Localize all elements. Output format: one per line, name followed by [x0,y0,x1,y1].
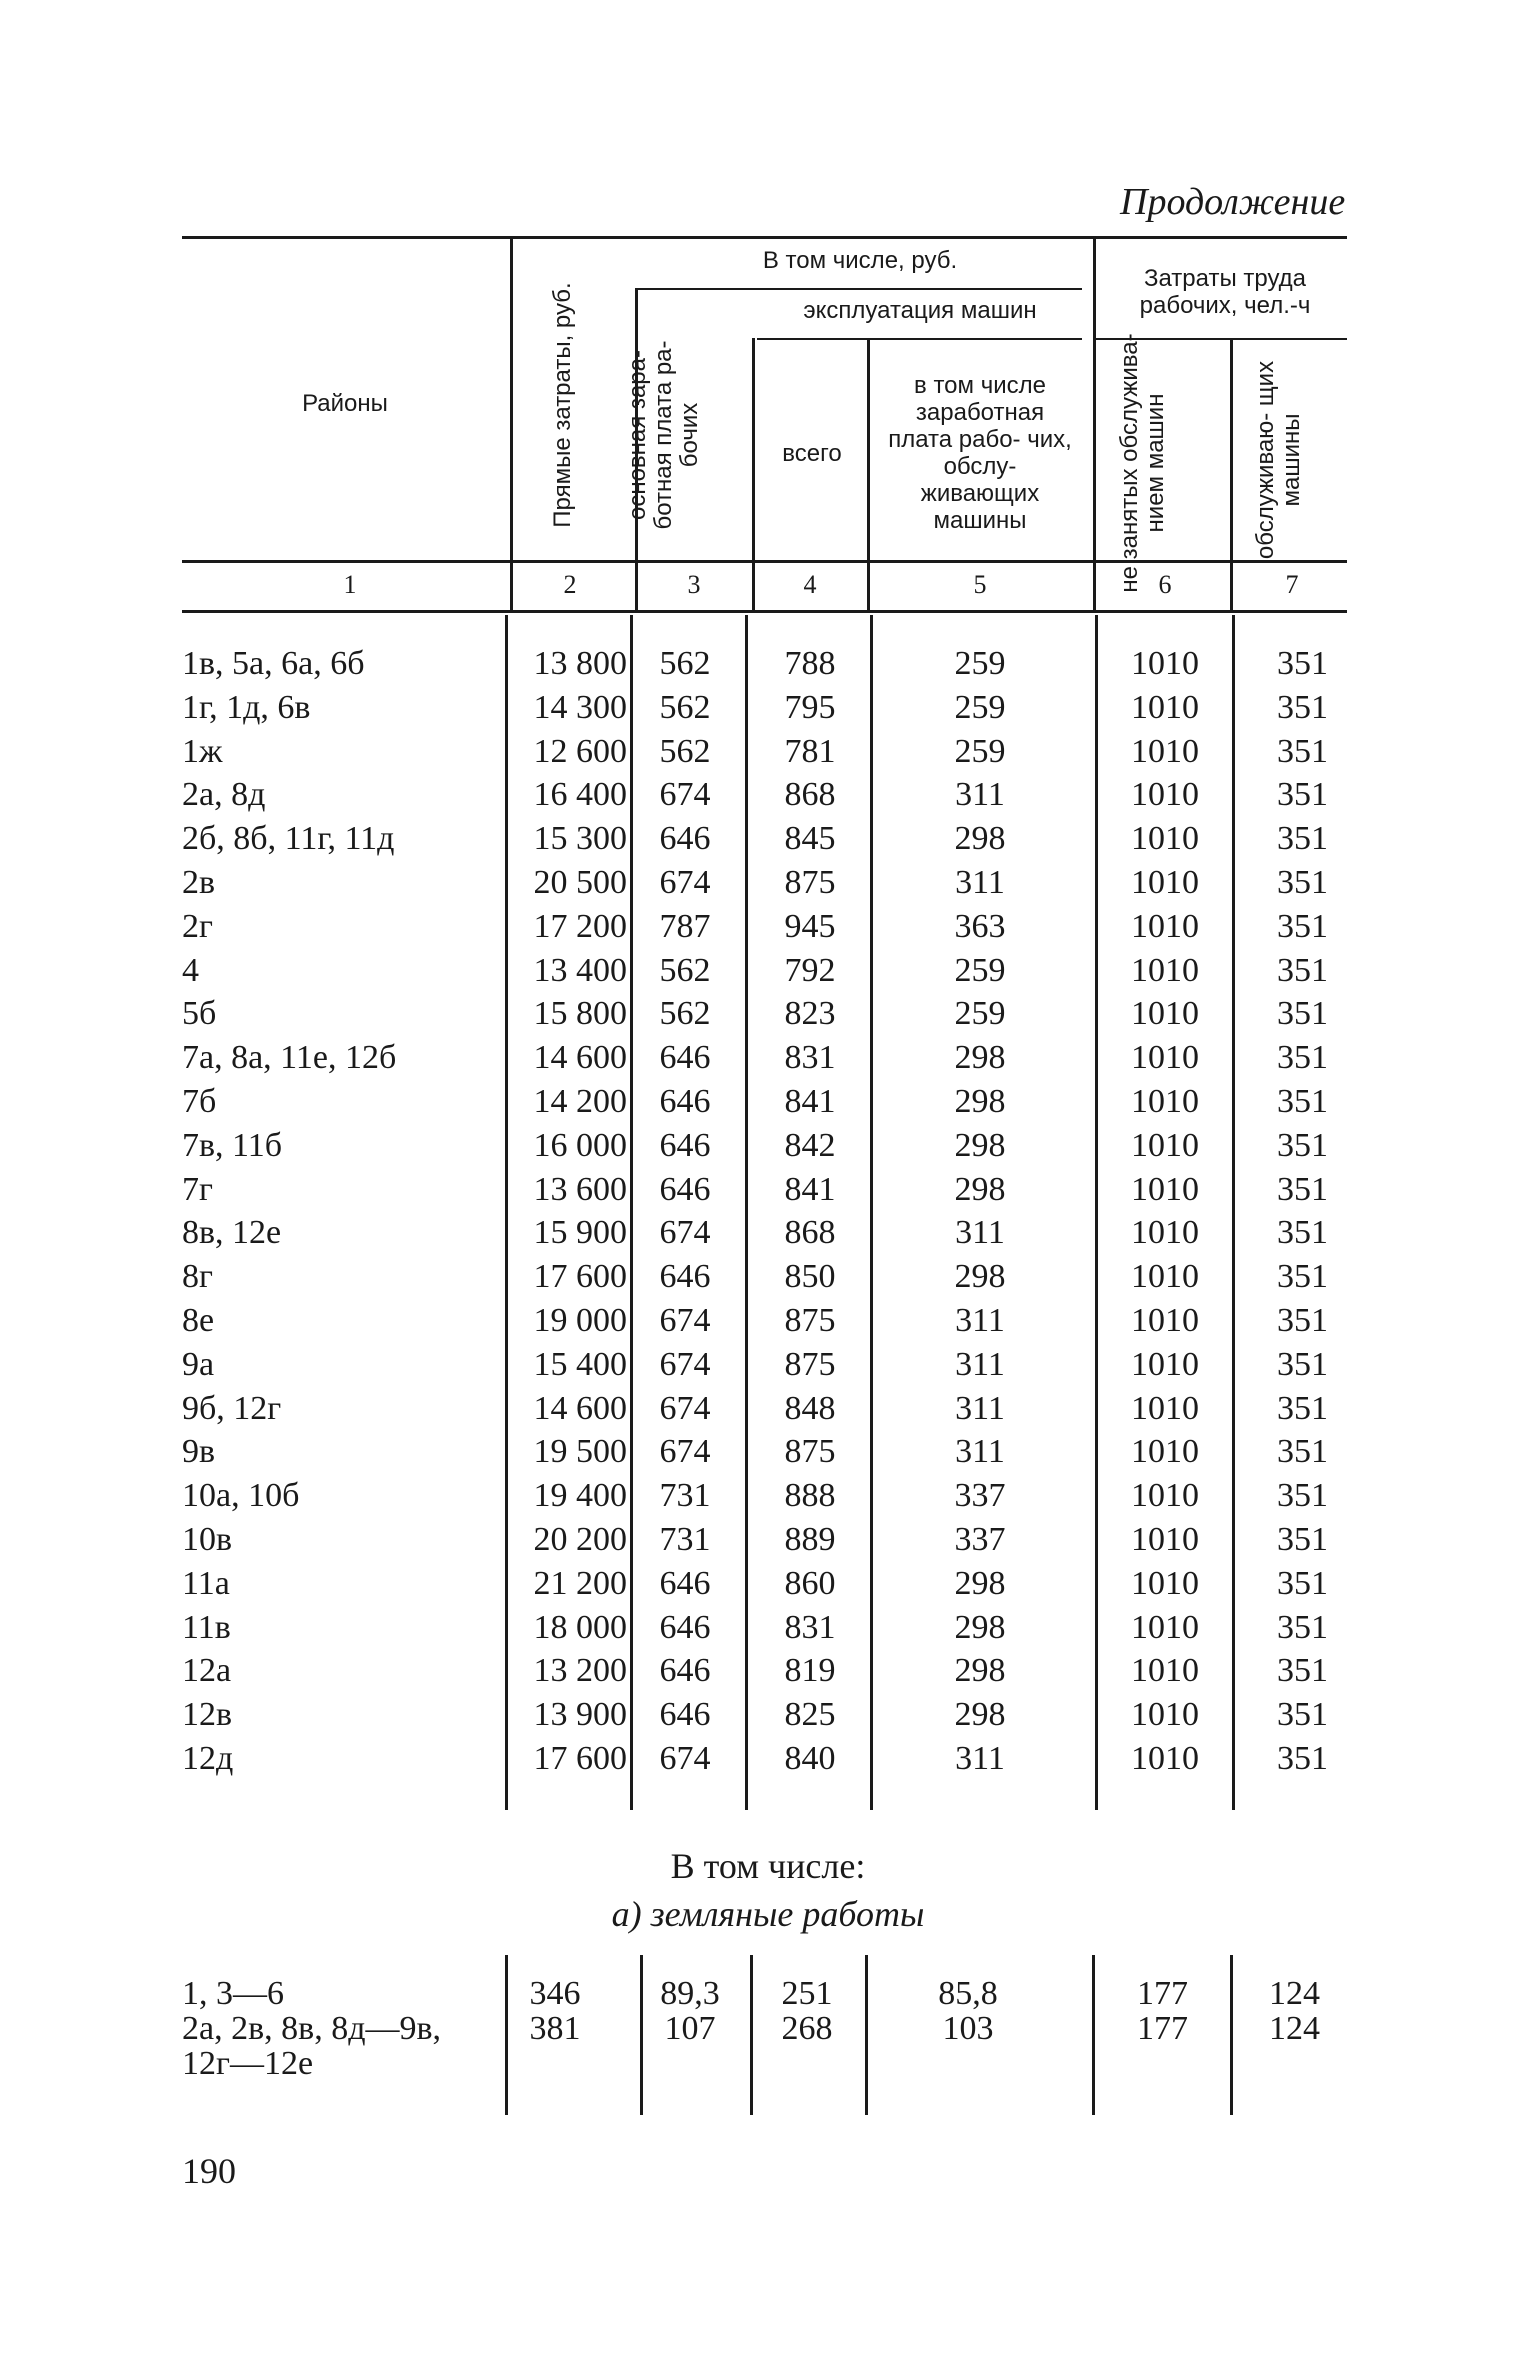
table-cell-col3: 562 [659,645,711,682]
table-cell-col4: 788 [784,645,836,682]
table-cell-col3: 674 [659,1302,711,1339]
table-cell-col5: 259 [954,951,1006,989]
sub-cell-col1: 2а, 2в, 8в, 8д—9в, [182,2010,442,2047]
table-cell-col7: 351 [1277,907,1328,945]
table-cell-col2: 17 600 [533,1740,627,1777]
table-cell-col2: 20 500 [533,864,627,901]
table-cell-col4: 845 [784,820,836,858]
table-cell-col5: 298 [954,1039,1006,1077]
table-cell-col7: 351 [1277,1564,1328,1602]
table-row [0,1171,1536,1215]
table-row [0,995,1536,1039]
header-top-rule [182,236,1347,239]
sub-cell-col4: 268 [781,2010,833,2047]
table-cell-col4: 945 [784,907,836,945]
sub-row-continuation: 12г—12е [182,2045,314,2082]
table-cell-col2: 16 000 [533,1126,627,1164]
table-cell-col1: 10а, 10б [182,1477,300,1515]
table-cell-col2: 18 000 [533,1608,627,1646]
table-cell-col1: 7в, 11б [182,1126,283,1164]
table-cell-col4: 841 [784,1170,836,1208]
table-cell-col3: 562 [659,951,711,989]
table-cell-col4: 848 [784,1389,836,1427]
colnum-5: 5 [973,570,987,599]
table-cell-col6: 1010 [1131,995,1199,1033]
table-cell-col2: 21 200 [533,1564,627,1602]
table-cell-col1: 2г [182,907,213,945]
table-cell-col5: 298 [954,1258,1006,1296]
table-cell-col3: 787 [659,907,711,945]
table-cell-col6: 1010 [1131,907,1199,945]
table-cell-col3: 646 [659,1652,711,1690]
table-cell-col5: 298 [954,820,1006,858]
table-cell-col4: 825 [784,1696,836,1734]
table-cell-col1: 5б [182,995,217,1033]
table-cell-col1: 8е [182,1302,215,1339]
table-cell-col5: 363 [954,907,1006,945]
sub-cell-col3: 89,3 [660,1975,720,2012]
table-cell-col4: 819 [784,1652,836,1690]
colnum-3: 3 [687,570,701,599]
table-cell-col7: 351 [1277,1608,1328,1646]
table-cell-col4: 868 [784,1214,836,1252]
table-cell-col7: 351 [1277,1389,1328,1427]
table-cell-col5: 337 [954,1521,1006,1558]
table-cell-col5: 259 [954,732,1006,770]
table-row [0,1652,1536,1696]
table-cell-col5: 311 [955,1345,1005,1383]
table-cell-col1: 9б, 12г [182,1389,282,1427]
table-cell-col2: 19 500 [533,1433,627,1471]
table-cell-col1: 12д [182,1740,234,1777]
table-cell-col2: 17 200 [533,907,627,945]
table-row [0,820,1536,864]
table-cell-col6: 1010 [1131,1126,1199,1164]
table-cell-col6: 1010 [1131,1083,1199,1120]
sub-cell-col7: 124 [1269,2010,1320,2047]
table-row [0,689,1536,733]
table-cell-col4: 875 [784,1433,836,1471]
table-cell-col6: 1010 [1131,688,1199,726]
table-cell-col2: 17 600 [533,1258,627,1296]
table-row [0,1390,1536,1434]
table-cell-col7: 351 [1277,995,1328,1033]
table-cell-col3: 646 [659,1083,711,1120]
table-cell-col1: 9а [182,1345,215,1383]
table-cell-col3: 674 [659,1740,711,1777]
table-cell-col6: 1010 [1131,1389,1199,1427]
table-cell-col3: 646 [659,1170,711,1208]
sub-cell-col2: 381 [529,2010,581,2047]
table-cell-col2: 13 400 [533,951,627,989]
table-cell-col1: 4 [182,951,199,989]
header-vline-4 [867,338,870,610]
sub-heading: а) земляные работы [611,1894,925,1934]
table-cell-col2: 14 200 [533,1083,627,1120]
table-cell-col4: 842 [784,1126,836,1164]
table-cell-col4: 823 [784,995,836,1033]
sub-cell-col2: 346 [529,1975,581,2012]
table-cell-col3: 646 [659,1696,711,1734]
table-cell-col1: 11в [182,1608,231,1646]
table-row [0,733,1536,777]
table-cell-col1: 7г [182,1170,213,1208]
table-cell-col7: 351 [1277,1345,1328,1383]
table-cell-col3: 674 [659,776,711,814]
table-cell-col6: 1010 [1131,1477,1199,1515]
table-cell-col3: 674 [659,1433,711,1471]
table-cell-col3: 646 [659,1258,711,1296]
table-cell-col3: 674 [659,1389,711,1427]
table-cell-col5: 298 [954,1652,1006,1690]
table-row [0,1740,1536,1784]
table-cell-col3: 646 [659,1608,711,1646]
table-cell-col7: 351 [1277,1039,1328,1077]
table-cell-col7: 351 [1277,732,1328,770]
table-cell-col6: 1010 [1131,1302,1199,1339]
colnum-6: 6 [1158,570,1172,599]
table-cell-col6: 1010 [1131,645,1199,682]
table-cell-col3: 646 [659,1564,711,1602]
table-cell-col3: 674 [659,1214,711,1252]
table-row [0,776,1536,820]
table-cell-col5: 259 [954,688,1006,726]
table-cell-col5: 259 [954,995,1006,1033]
table-cell-col6: 1010 [1131,1433,1199,1471]
table-cell-col2: 16 400 [533,776,627,814]
table-cell-col6: 1010 [1131,1258,1199,1296]
header-vline-3 [752,338,755,610]
table-cell-col6: 1010 [1131,1345,1199,1383]
sub-cell-col1: 1, 3—6 [182,1975,284,2012]
table-cell-col7: 351 [1277,1652,1328,1690]
table-cell-col6: 1010 [1131,1170,1199,1208]
table-cell-col1: 2б, 8б, 11г, 11д [182,820,395,858]
table-cell-col4: 831 [784,1608,836,1646]
table-row [0,1127,1536,1171]
table-cell-col1: 9в [182,1433,216,1471]
table-cell-col2: 15 300 [533,820,627,858]
table-cell-col4: 875 [784,1345,836,1383]
table-cell-col5: 337 [954,1477,1006,1515]
table-cell-col5: 298 [954,1564,1006,1602]
table-cell-col7: 351 [1277,645,1328,682]
table-cell-col3: 731 [659,1477,711,1515]
table-cell-col7: 351 [1277,1083,1328,1120]
table-cell-col2: 19 400 [533,1477,627,1515]
group-rule-eksp [757,338,1082,340]
table-cell-col7: 351 [1277,1521,1328,1558]
table-cell-col7: 351 [1277,864,1328,901]
page-number: 190 [182,2151,236,2191]
table-row [0,1258,1536,1302]
table-cell-col2: 14 600 [533,1039,627,1077]
table-cell-col7: 351 [1277,1740,1328,1777]
sub-cell-col6: 177 [1137,1975,1188,2012]
table-cell-col7: 351 [1277,1302,1328,1339]
table-cell-col7: 351 [1277,1433,1328,1471]
header-v-tom-chisle: В том числе, руб. [762,247,958,274]
table-cell-col2: 20 200 [533,1521,627,1558]
table-cell-col1: 10в [182,1521,233,1558]
table-row [0,1477,1536,1521]
sub-cell-col3: 107 [664,2010,716,2047]
table-cell-col1: 7б [182,1083,217,1120]
table-cell-col6: 1010 [1131,1608,1199,1646]
table-cell-col1: 2в [182,864,216,901]
table-cell-col6: 1010 [1131,732,1199,770]
table-cell-col4: 831 [784,1039,836,1077]
table-cell-col2: 12 600 [533,732,627,770]
table-row [0,1083,1536,1127]
colnum-4: 4 [803,570,817,599]
sub-cell-col4: 251 [781,1975,833,2012]
header-ne-zanyatyh: не занятых обслужива- нием машин [1116,333,1169,593]
table-cell-col5: 298 [954,1608,1006,1646]
table-cell-col7: 351 [1277,1126,1328,1164]
table-row [0,1565,1536,1609]
header-osnovnaya: основная зара- ботная плата ра- бочих [624,340,703,530]
table-cell-col7: 351 [1277,1696,1328,1734]
table-cell-col1: 12в [182,1696,233,1734]
table-cell-col2: 13 600 [533,1170,627,1208]
table-cell-col5: 311 [955,864,1005,901]
table-cell-col6: 1010 [1131,1521,1199,1558]
continuation-label: Продолжение [1120,181,1346,223]
table-cell-col6: 1010 [1131,1652,1199,1690]
table-cell-col4: 860 [784,1564,836,1602]
table-cell-col5: 298 [954,1126,1006,1164]
table-row [0,908,1536,952]
sub-title: В том числе: [670,1846,866,1886]
table-cell-col4: 889 [784,1521,836,1558]
table-cell-col4: 795 [784,688,836,726]
table-cell-col5: 311 [955,1214,1005,1252]
table-cell-col5: 311 [955,1740,1005,1777]
table-row [0,645,1536,689]
colnum-1: 1 [343,570,357,599]
table-cell-col1: 11а [182,1564,230,1602]
table-cell-col3: 562 [659,732,711,770]
table-cell-col3: 674 [659,864,711,901]
colnum-7: 7 [1285,570,1299,599]
table-cell-col2: 15 900 [533,1214,627,1252]
table-cell-col5: 311 [955,776,1005,814]
colnum-2: 2 [563,570,577,599]
table-row [0,1302,1536,1346]
table-cell-col1: 1г, 1д, 6в [182,688,311,726]
table-cell-col1: 1ж [182,732,223,770]
table-cell-col4: 888 [784,1477,836,1515]
table-cell-col1: 8в, 12е [182,1214,282,1252]
table-row [0,1521,1536,1565]
table-cell-col5: 298 [954,1696,1006,1734]
table-cell-col7: 351 [1277,820,1328,858]
table-cell-col7: 351 [1277,1258,1328,1296]
header-vline-5 [1093,236,1096,610]
table-cell-col5: 311 [955,1302,1005,1339]
table-cell-col3: 562 [659,688,711,726]
table-cell-col5: 311 [955,1433,1005,1471]
table-cell-col4: 840 [784,1740,836,1777]
table-cell-col4: 868 [784,776,836,814]
table-cell-col3: 646 [659,820,711,858]
table-cell-col3: 674 [659,1345,711,1383]
table-cell-col6: 1010 [1131,820,1199,858]
header-vline-6 [1230,338,1233,610]
table-cell-col2: 15 400 [533,1345,627,1383]
table-cell-col7: 351 [1277,776,1328,814]
table-cell-col4: 841 [784,1083,836,1120]
table-cell-col6: 1010 [1131,776,1199,814]
table-cell-col1: 8г [182,1258,213,1296]
table-cell-col1: 7а, 8а, 11е, 12б [182,1039,397,1077]
table-cell-col4: 781 [784,732,836,770]
header-obsluzhivayushih: обслуживаю- щих машины [1252,360,1305,560]
table-cell-col6: 1010 [1131,1696,1199,1734]
table-cell-col2: 19 000 [533,1302,627,1339]
header-zatraty-truda: Затраты труда рабочих, чел.-ч [1139,265,1311,319]
table-cell-col3: 731 [659,1521,711,1558]
table-cell-col2: 14 600 [533,1389,627,1427]
sub-cell-col6: 177 [1137,2010,1188,2047]
table-cell-col3: 646 [659,1039,711,1077]
header-v-tom-chisle-zp: в том числе заработная плата рабо- чих, обслу- живающих машины [888,372,1072,534]
table-cell-col5: 259 [954,645,1006,682]
table-cell-col2: 14 300 [533,688,627,726]
table-row [0,1696,1536,1740]
table-cell-col7: 351 [1277,1477,1328,1515]
header-rayony: Районы [302,390,388,417]
table-cell-col1: 12а [182,1652,232,1690]
table-cell-col2: 13 800 [533,645,627,682]
table-cell-col6: 1010 [1131,951,1199,989]
table-cell-col6: 1010 [1131,1214,1199,1252]
group-rule-v-tom [637,288,1082,290]
table-cell-col3: 646 [659,1126,711,1164]
table-cell-col7: 351 [1277,951,1328,989]
table-cell-col6: 1010 [1131,1039,1199,1077]
table-cell-col4: 875 [784,864,836,901]
table-cell-col2: 13 900 [533,1696,627,1734]
table-cell-col2: 13 200 [533,1652,627,1690]
table-cell-col6: 1010 [1131,864,1199,901]
table-row [0,1433,1536,1477]
header-pryamye: Прямые затраты, руб. [549,282,576,528]
table-row [0,1214,1536,1258]
table-row [0,1346,1536,1390]
table-cell-col3: 562 [659,995,711,1033]
table-cell-col5: 298 [954,1083,1006,1120]
header-ekspluataciya: эксплуатация машин [803,297,1037,324]
sub-cell-col5: 85,8 [938,1975,998,2012]
table-row [0,952,1536,996]
numbers-bottom-rule [182,610,1347,613]
table-cell-col7: 351 [1277,1214,1328,1252]
table-cell-col6: 1010 [1131,1564,1199,1602]
table-row [0,1039,1536,1083]
table-row [0,864,1536,908]
table-cell-col1: 2а, 8д [182,776,266,814]
table-cell-col1: 1в, 5а, 6а, 6б [182,645,365,682]
sub-cell-col5: 103 [942,2010,994,2047]
table-cell-col4: 792 [784,951,836,989]
table-cell-col6: 1010 [1131,1740,1199,1777]
table-cell-col5: 311 [955,1389,1005,1427]
table-cell-col7: 351 [1277,1170,1328,1208]
table-cell-col4: 850 [784,1258,836,1296]
table-cell-col4: 875 [784,1302,836,1339]
table-cell-col7: 351 [1277,688,1328,726]
header-vsego: всего [782,440,842,467]
sub-cell-col7: 124 [1269,1975,1320,2012]
header-vline-1 [510,236,513,610]
table-cell-col5: 298 [954,1170,1006,1208]
table-row [0,1609,1536,1653]
table-cell-col2: 15 800 [533,995,627,1033]
